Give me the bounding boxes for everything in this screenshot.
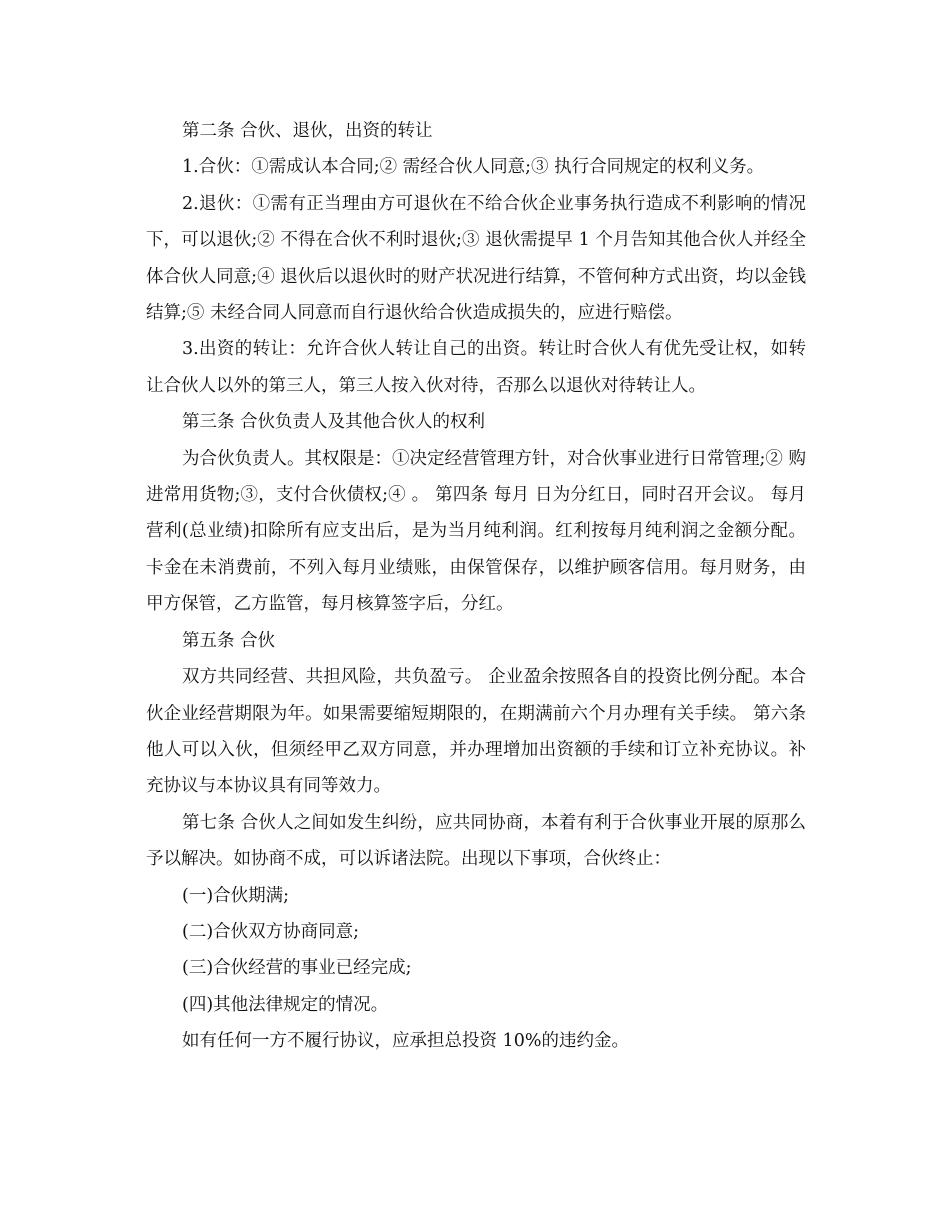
termination-item-1: (一)合伙期满; [182,885,290,906]
article-5-6-body: 双方共同经营、共担风险，共负盈亏。 企业盈余按照各自的投资比例分配。本合伙企业经营期限为年。如果需要缩短期限的，在期满前六个月办理有关手续。 第六条 他人可以入伙，但须经甲乙双方同意，并办理增加出资额的手续和订立补充协议。补充协议与本协议具有同等效力。 [146,667,806,797]
article-3-4-body: 为合伙负责人。其权限是：①决定经营管理方针，对合伙事业进行日常管理;② 购进常用货物;③，支付合伙债权;④ 。 第四条 每月 日为分红日，同时召开会议。 每月营利(总业绩)扣除所有应支出后，是为当月纯利润。红利按每月纯利润之金额分配。卡金在未消费前，不列入每月业绩账，由保管保存，以维护顾客信用。每月财务，由甲方保管，乙方监管，每月核算签字后，分红。 [146,448,806,615]
termination-item-3: (三)合伙经营的事业已经完成; [182,958,412,979]
article-3-heading: 第三条 合伙负责人及其他合伙人的权利 [182,412,486,433]
breach-penalty: 如有任何一方不履行协议，应承担总投资 10%的违约金。 [182,1031,629,1052]
clause-joining: 1.合伙：①需成认本合同;② 需经合伙人同意;③ 执行合同规定的权利义务。 [182,157,765,178]
article-5-heading: 第五条 合伙 [182,630,276,651]
clause-capital-transfer: 3.出资的转让：允许合伙人转让自己的出资。转让时合伙人有优先受让权，如转让合伙人以外的第三人，第三人按入伙对待，否那么以退伙对待转让人。 [146,339,806,396]
clause-withdrawal: 2.退伙：①需有正当理由方可退伙在不给合伙企业事务执行造成不利影响的情况下，可以退伙;② 不得在合伙不利时退伙;③ 退伙需提早 1 个月告知其他合伙人并经全体合伙人同意;④ 退伙后以退伙时的财产状况进行结算，不管何种方式出资，均以金钱结算;⑤ 未经合同人同意而自行退伙给合伙造成损失的，应进行赔偿。 [146,193,806,324]
document-body [146,113,806,1060]
termination-item-2: (二)合伙双方协商同意; [182,921,360,942]
termination-item-4: (四)其他法律规定的情况。 [182,994,389,1015]
article-2-heading: 第二条 合伙、退伙，出资的转让 [182,121,433,141]
article-7-body: 第七条 合伙人之间如发生纠纷，应共同协商，本着有利于合伙事业开展的原那么予以解决。如协商不成，可以诉诸法院。出现以下事项，合伙终止： [146,812,806,870]
